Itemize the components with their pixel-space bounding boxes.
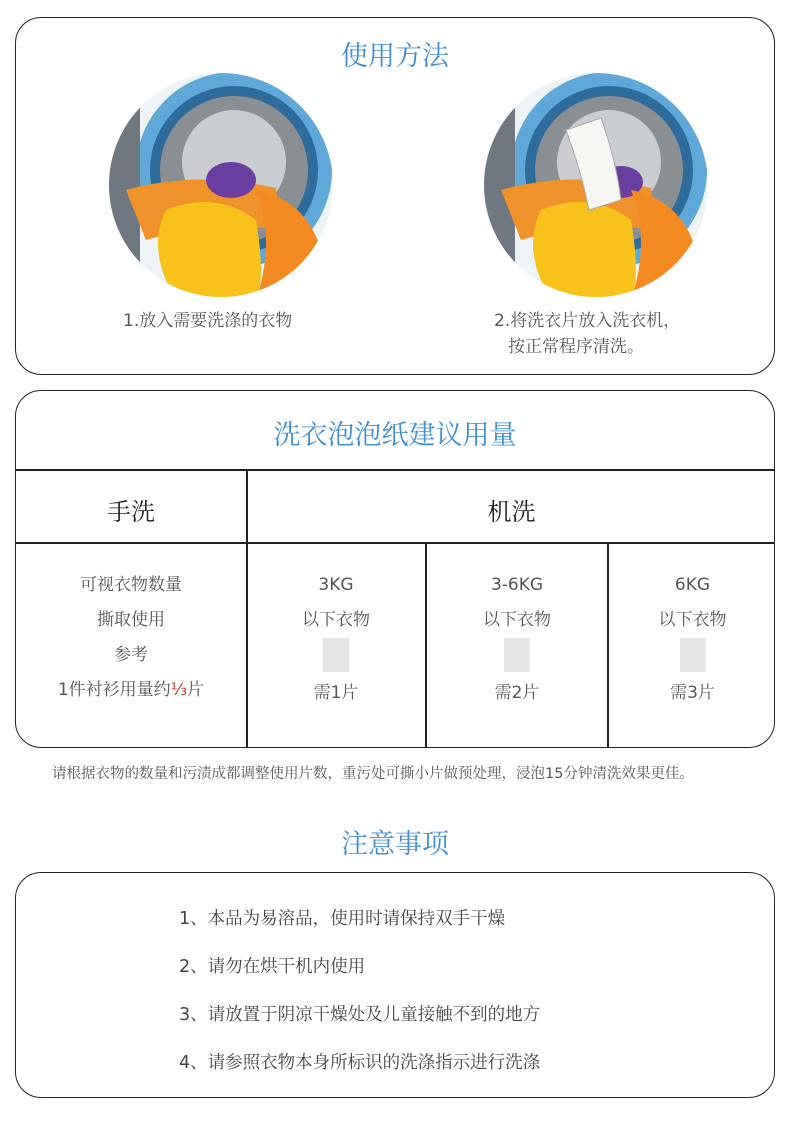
weight-label: 6KG bbox=[674, 575, 711, 595]
step-2 bbox=[476, 70, 716, 360]
machine-cell-6kg bbox=[609, 568, 775, 711]
fraction-value: ⅓ bbox=[170, 680, 188, 700]
weight-sub: 以下衣物 bbox=[483, 610, 551, 630]
table-divider bbox=[16, 469, 774, 471]
sheet-swatch bbox=[504, 638, 530, 672]
weight-label: 3KG bbox=[318, 575, 354, 595]
table-divider bbox=[16, 542, 774, 544]
caution-item: 4、请参照衣物本身所标识的洗涤指示进行洗涤 bbox=[179, 1053, 541, 1073]
caution-item: 3、请放置于阴凉干燥处及儿童接触不到的地方 bbox=[179, 1005, 541, 1025]
dosage-title: 洗衣泡泡纸建议用量 bbox=[273, 420, 517, 451]
usage-title: 使用方法 bbox=[341, 41, 449, 72]
machine-wash-header: 机洗 bbox=[487, 498, 536, 526]
amount-label: 需2片 bbox=[494, 683, 540, 703]
hand-wash-cell bbox=[16, 568, 246, 708]
hand-wash-dose bbox=[16, 673, 246, 708]
usage-card bbox=[15, 17, 775, 375]
hand-wash-line: 撕取使用 bbox=[97, 610, 165, 630]
usage-note: 请根据衣物的数量和污渍成都调整使用片数，重污处可撕小片做预处理，浸泡15分钟清洗效果更佳。 bbox=[52, 766, 694, 782]
weight-sub: 以下衣物 bbox=[658, 610, 727, 630]
washing-machine-sheet-image bbox=[481, 70, 711, 300]
caution-title: 注意事项 bbox=[341, 829, 449, 860]
dosage-card bbox=[15, 390, 775, 748]
step-2-text-line2: 按正常程序清洗。 bbox=[508, 337, 644, 357]
step-1-text: 1.放入需要洗涤的衣物 bbox=[123, 311, 293, 331]
hand-wash-line: 参考 bbox=[114, 645, 148, 665]
sheet-swatch bbox=[680, 638, 706, 672]
amount-label: 需1片 bbox=[313, 683, 359, 703]
machine-cell-3kg bbox=[247, 568, 425, 711]
washing-machine-clothes-image bbox=[106, 70, 336, 300]
weight-label: 3-6KG bbox=[490, 575, 544, 595]
hand-wash-dose-prefix: 1件衬衫用量约 bbox=[57, 680, 171, 700]
step-2-text-line1: 2.将洗衣片放入洗衣机， bbox=[494, 311, 681, 331]
step-1 bbox=[101, 70, 341, 334]
hand-wash-header: 手洗 bbox=[107, 498, 155, 526]
weight-sub: 以下衣物 bbox=[302, 610, 370, 630]
machine-cell-3-6kg bbox=[427, 568, 607, 711]
amount-label: 需3片 bbox=[670, 683, 715, 703]
hand-wash-line: 可视衣物数量 bbox=[80, 575, 182, 595]
sheet-swatch bbox=[323, 638, 349, 672]
caution-item: 2、请勿在烘干机内使用 bbox=[179, 957, 366, 977]
caution-card bbox=[15, 872, 775, 1098]
hand-wash-dose-suffix: 片 bbox=[187, 680, 205, 700]
caution-item: 1、本品为易溶品，使用时请保持双手干燥 bbox=[179, 909, 506, 929]
